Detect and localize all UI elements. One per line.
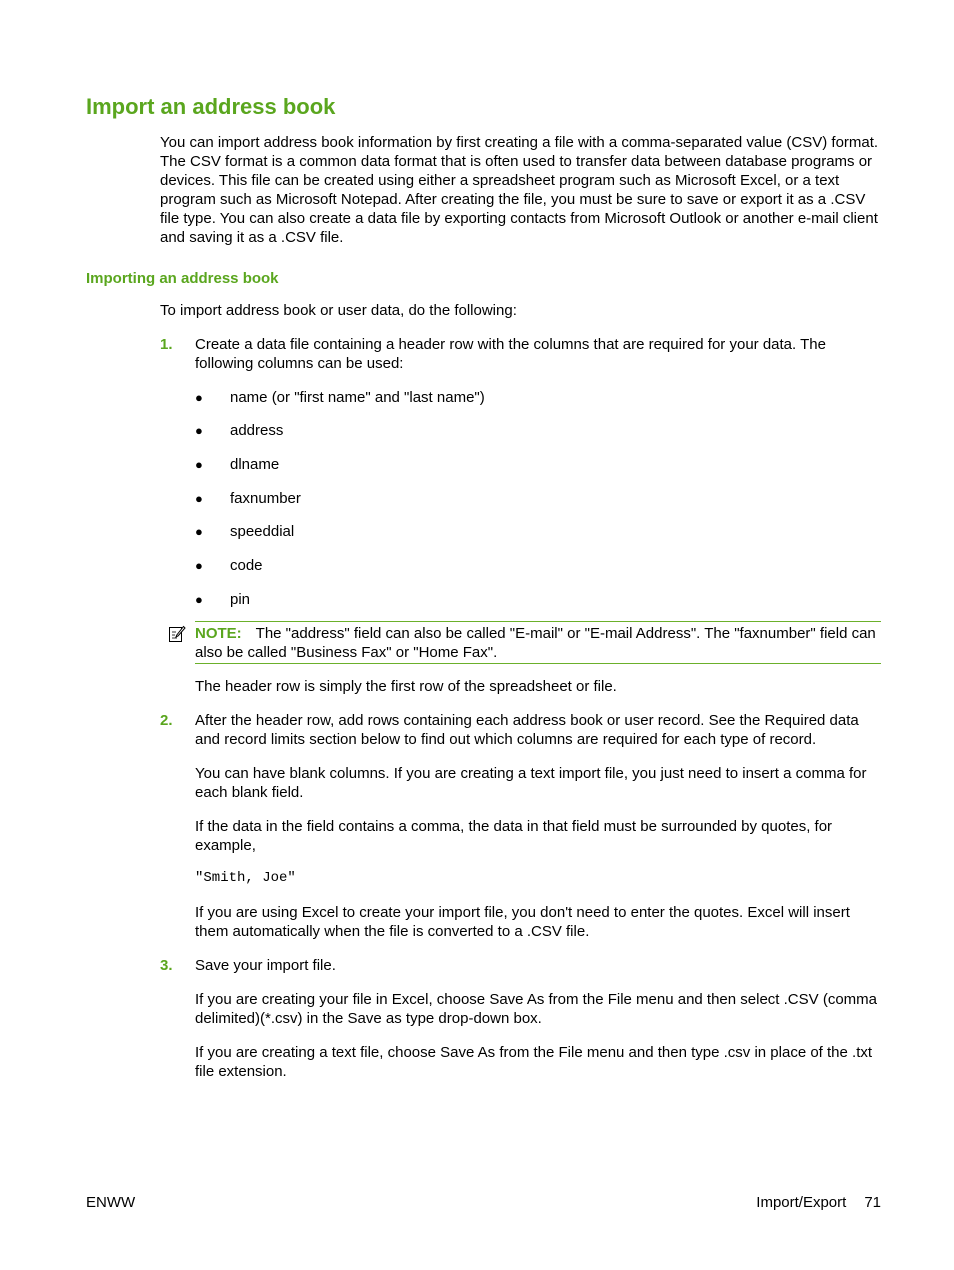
bullet-icon: ● — [195, 423, 203, 438]
bullet-icon: ● — [195, 457, 203, 472]
excel-quotes-paragraph: If you are using Excel to create your import file, you don't need to enter the quotes. Excel will insert them automatically when the file is converted to a .CSV file. — [195, 904, 850, 940]
blank-columns-paragraph: You can have blank columns. If you are creating a text import file, you just need to insert a comma for each blank field. — [195, 765, 867, 801]
bullet-icon: ● — [195, 592, 203, 607]
page-title: Import an address book — [86, 94, 336, 119]
footer-left: ENWW — [86, 1194, 136, 1211]
step-number: 1. — [160, 336, 173, 353]
intro-paragraph: You can import address book information by first creating a file with a comma-separated value (CSV) format. The CSV format is a common data format that is often used to transfer data between database programs or devices. This file can be created using either a spreadsheet program such as Microsoft Excel, or a text program such as Microsoft Notepad. After creating the file, you must be sure to save or export it as a .CSV file type. You can also create a data file by exporting contacts from Microsoft Outlook or another e-mail client and saving it as a .CSV file. — [160, 134, 879, 246]
header-row-paragraph: The header row is simply the first row of the spreadsheet or file. — [195, 678, 617, 695]
list-item-text: code — [230, 557, 263, 574]
step-text: Create a data file containing a header row with the columns that are required for your data. The following columns can be used: — [195, 336, 826, 372]
list-item-text: name (or "first name" and "last name") — [230, 389, 485, 406]
code-example: "Smith, Joe" — [195, 870, 296, 886]
note-box — [195, 621, 881, 664]
step-text: After the header row, add rows containing each address book or user record. See the Required data and record limits section below to find out which columns are required for each type of record. — [195, 712, 859, 748]
footer-right — [756, 1193, 881, 1212]
bullet-icon: ● — [195, 390, 203, 405]
bullet-icon: ● — [195, 524, 203, 539]
list-item-text: address — [230, 422, 284, 439]
text-save-paragraph: If you are creating a text file, choose Save As from the File menu and then type .csv in place of the .txt file extension. — [195, 1044, 873, 1080]
step-text: Save your import file. — [195, 957, 336, 974]
bullet-icon: ● — [195, 558, 203, 573]
list-item-text: faxnumber — [230, 490, 301, 507]
bullet-icon: ● — [195, 491, 203, 506]
note-text — [195, 624, 881, 662]
list-item-text: dlname — [230, 456, 280, 473]
comma-paragraph: If the data in the field contains a comma, the data in that field must be surrounded by quotes, for example, — [195, 818, 833, 854]
page-number: 71 — [864, 1194, 881, 1211]
note-pencil-icon — [168, 625, 186, 643]
list-item-text: pin — [230, 591, 251, 608]
note-body: The "address" field can also be called "E-mail" or "E-mail Address". The "faxnumber" field can also be called "Business Fax" or "Home Fax". — [195, 625, 876, 661]
section-heading: Importing an address book — [86, 270, 279, 287]
list-item-text: speeddial — [230, 523, 295, 540]
excel-save-paragraph: If you are creating your file in Excel, choose Save As from the File menu and then select .CSV (comma delimited)(*.csv) in the Save as type drop-down box. — [195, 991, 877, 1027]
footer-section: Import/Export — [756, 1194, 847, 1211]
note-label: NOTE: — [195, 625, 242, 642]
lead-paragraph: To import address book or user data, do the following: — [160, 302, 517, 319]
step-number: 2. — [160, 712, 173, 729]
step-number: 3. — [160, 957, 173, 974]
